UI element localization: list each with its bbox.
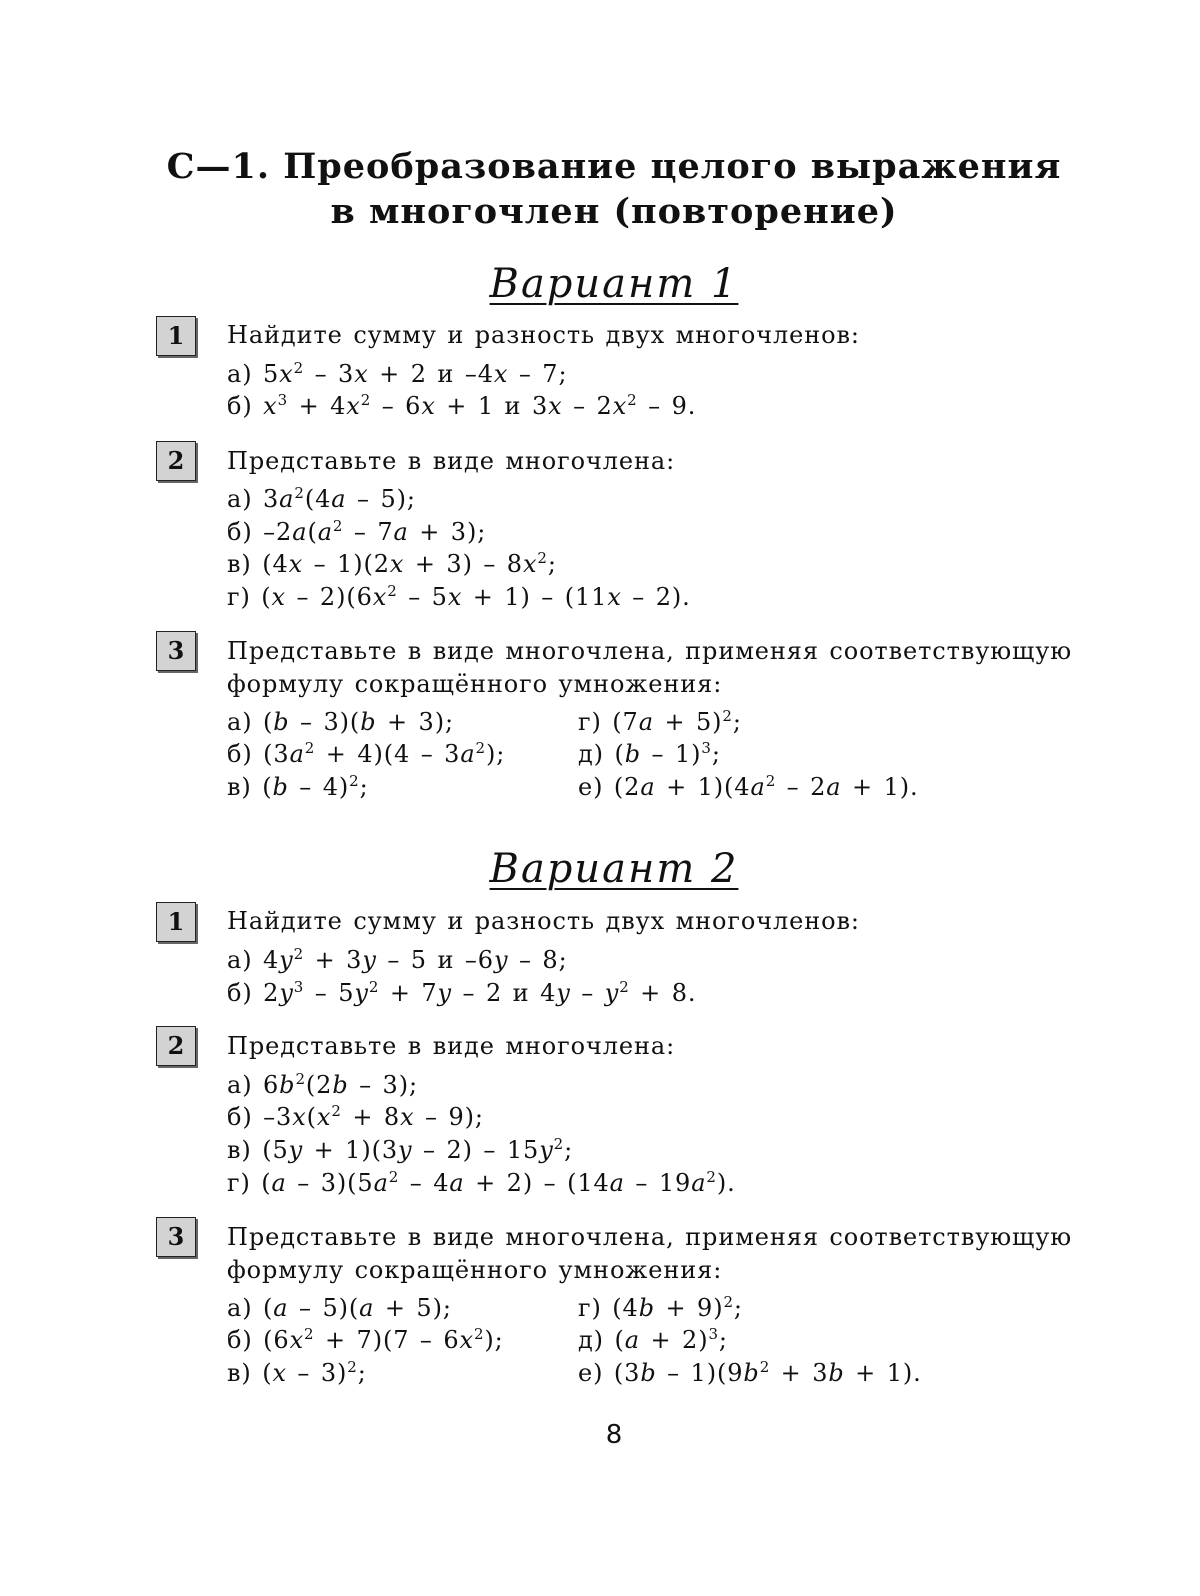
task-number-box: 1 [156,316,196,356]
task-item: а) $3a^2(4a - 5)$; [227,484,416,513]
task-item: г) $(4b + 9)^2$; [578,1293,743,1322]
task-number-box: 3 [156,1217,196,1257]
title-line-2: в многочлен (повторение) [330,191,898,232]
task-item: е) $(3b - 1)(9b^2 + 3b + 1)$. [578,1358,922,1387]
task-item: б) $2y^3 - 5y^2 + 7y - 2$ и $4y - y^2 + 8$. [227,978,697,1007]
task-item: г) $(x - 2)(6x^2 - 5x + 1) - (11x - 2)$. [227,582,691,611]
task-text: формулу сокращённого умножения: [227,670,723,698]
task-item: б) $-3x(x^2 + 8x - 9)$; [227,1102,484,1131]
task-text: Найдите сумму и разность двух многочленов: [227,907,860,935]
task-item: а) (a – 5)(a + 5); [227,1294,452,1322]
task-item: в) $(4x - 1)(2x + 3) - 8x^2$; [227,549,557,578]
task-text: формулу сокращённого умножения: [227,1256,723,1284]
task-item: б) $x^3 + 4x^2 - 6x + 1$ и $3x - 2x^2 - 9$. [227,391,697,420]
task-item: а) $5x^2 - 3x + 2$ и –4x – 7; [227,359,568,388]
task-number-box: 3 [156,631,196,671]
task-item: б) $-2a(a^2 - 7a + 3)$; [227,517,487,546]
variant-heading [0,260,1200,308]
task-item: б) $(3a^2 + 4)(4 - 3a^2)$; [227,739,506,768]
task-item: д) $(a + 2)^3$; [578,1325,728,1354]
task-item: а) (b – 3)(b + 3); [227,708,454,736]
task-number-box: 2 [156,1026,196,1066]
task-item: б) $(6x^2 + 7)(7 - 6x^2)$; [227,1325,504,1354]
task-text: Представьте в виде многочлена, применяя соответствующую [227,1223,1073,1251]
task-number-box: 2 [156,441,196,481]
task-item: а) $6b^2(2b - 3)$; [227,1070,418,1099]
task-item: е) $(2a + 1)(4a^2 - 2a + 1)$. [578,772,919,801]
variant-heading-text: Вариант 1 [489,261,739,307]
task-item: г) $(7a + 5)^2$; [578,707,742,736]
task-item: в) $(5y + 1)(3y - 2) - 15y^2$; [227,1135,574,1164]
title-line-1: С—1. Преобразование целого выражения [166,146,1062,187]
task-text: Найдите сумму и разность двух многочленов: [227,321,860,349]
task-item: в) (x – 3)$^2$; [227,1358,367,1387]
task-text: Представьте в виде многочлена, применяя соответствующую [227,637,1073,665]
variant-heading-text: Вариант 2 [489,846,739,892]
task-text: Представьте в виде многочлена: [227,1032,676,1060]
page-number: 8 [605,1420,623,1450]
task-item: г) $(a - 3)(5a^2 - 4a + 2) - (14a - 19a^2)$. [227,1168,736,1197]
task-item: д) (b – 1)$^3$; [578,739,721,768]
task-number-box: 1 [156,902,196,942]
task-text: Представьте в виде многочлена: [227,447,676,475]
task-item: в) (b – 4)$^2$; [227,772,369,801]
variant-heading [0,845,1200,893]
task-item: а) $4y^2 + 3y - 5$ и –6y – 8; [227,945,568,974]
